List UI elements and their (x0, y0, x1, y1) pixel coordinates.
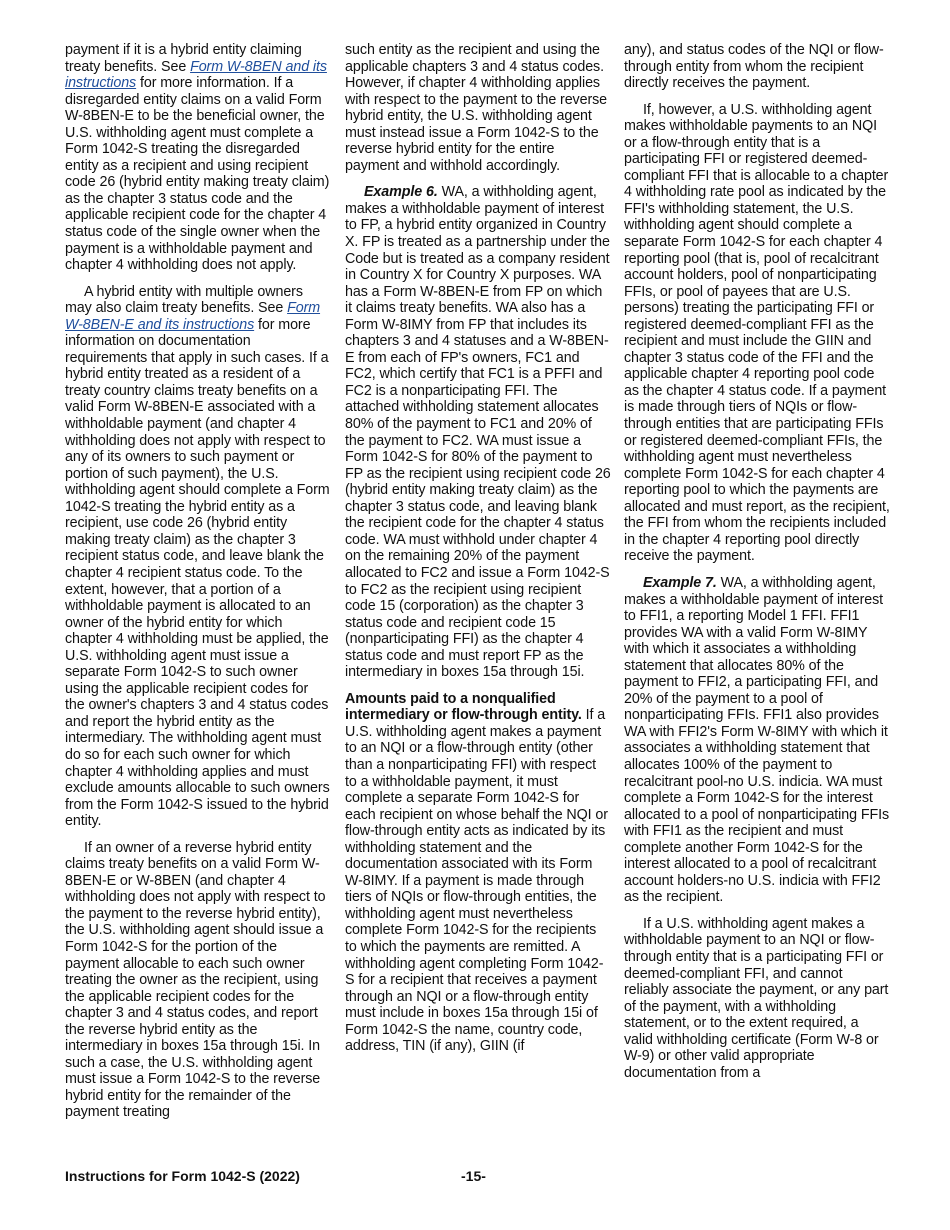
section-heading: Amounts paid to a nonqualified intermediary or flow-through entity. (345, 690, 582, 724)
text: for more information. If a disregarded entity claims on a valid Form W-8BEN-E to be the beneficial owner, the U.S. withholding agent must complete a Form 1042-S treating the disregarded entity as a recipient and using recipient code 26 (hybrid entity making treaty claim) as the chapter 3 status code and the applicable recipient code for the chapter 4 status code of the single owner when the payment is a withholdable payment and chapter 4 withholding does not apply. (65, 75, 330, 274)
paragraph: If, however, a U.S. withholding agent makes withholdable payments to an NQI or a flow-through entity that is a participating FFI or registered deemed-compliant FFI that is allocable to a chapter 4 withholding rate pool as indicated by the FFI's withholding statement, the U.S. withholding agent should complete a separate Form 1042-S for each chapter 4 reporting pool (that is, pool of recalcitrant account holders, pool of nonparticipating FFIs, or pool of payees that are U.S. persons) treating the participating FFI or registered deemed-compliant FFI as the recipient and must include the GIIN and chapter 3 status code of the FFI and the applicable chapter 4 reporting pool code as the chapter 4 status code. If a payment is made through tiers of NQIs or flow-through entities that are participating FFIs or registered deemed-compliant FFIs, the withholding agent must nevertheless complete Form 1042-S for each chapter 4 reporting pool to which the payments are allocated and must report, as the recipient, the FFI from whom the recipients included in the chapter 4 reporting pool directly receive the payment. (624, 101, 890, 565)
paragraph (65, 284, 331, 830)
example-7 (624, 575, 890, 906)
example-label: Example 6. (364, 184, 438, 201)
form-w8ben-e-link[interactable]: Form W-8BEN-E and its instructions (65, 300, 321, 333)
paragraph: If an owner of a reverse hybrid entity claims treaty benefits on a valid Form W-8BEN-E or W-8BEN (and chapter 4 withholding does not apply with respect to the payment to the reverse hybrid entity), the U.S. withholding agent should issue a Form 1042-S for the portion of the payment allocable to each such owner treating the owner as the recipient, using the applicable recipient codes for the chapter 3 and 4 status codes, and report the reverse hybrid entity as the intermediary in boxes 15a through 15i. In such a case, the U.S. withholding agent must issue a Form 1042-S to the reverse hybrid entity for the remainder of the payment treating (65, 839, 326, 1121)
column-3 (624, 42, 890, 1091)
form-w8ben-link[interactable]: Form W-8BEN and its instructions (65, 58, 327, 92)
column-2 (345, 42, 611, 1065)
text: WA, a withholding agent, makes a withholdable payment of interest to FFI1, a reporting Model 1 FFI. FFI1 provides WA with a valid Form W-8IMY with which it associates a withholding statement that allocates 80% of the payment to FFI2, a participating FFI, and 20% of the payment to a pool of nonparticipating FFIs. FFI1 also provides WA with FFI2's Form W-8IMY with which it associates a withholding statement that allocates 100% of the payment to recalcitrant pool-no U.S. indicia. WA must complete a Form 1042-S for the interest allocated to a pool of nonparticipating FFIs with FFI1 as the recipient and must complete another Form 1042-S for the interest allocated to a pool of recalcitrant account holders-no U.S. indicia with FFI2 as the recipient. (624, 574, 890, 906)
text: A hybrid entity with multiple owners may also claim treaty benefits. See (65, 283, 303, 317)
section-nqi (345, 691, 611, 1055)
paragraph (65, 42, 331, 274)
text: payment if it is a hybrid entity claiming treaty benefits. See (65, 42, 302, 75)
paragraph: any), and status codes of the NQI or flow-through entity from whom the recipient directly receives the payment. (624, 42, 884, 92)
page-number: -15- (461, 1168, 486, 1184)
text: If a U.S. withholding agent makes a payment to an NQI or a flow-through entity (other than a nonparticipating FFI) with respect to a withholdable payment, it must complete a separate Form 1042-S for each recipient on whose behalf the NQI or flow-through entity acts as indicated by its withholding statement and the documentation associated with its Form W-8IMY. If a payment is made through tiers of NQIs or flow-through entities, the withholding agent must nevertheless complete Form 1042-S for the recipients to which the payments are remitted. A withholding agent completing Form 1042-S for a recipient that receives a payment through an NQI or a flow-through entity must include in boxes 15a through 15i of Form 1042-S the name, country code, address, TIN (if any), GIIN (if (345, 707, 608, 1055)
text: WA, a withholding agent, makes a withholdable payment of interest to FP, a hybrid entity organized in Country X. FP is treated as a partnership under the Code but is treated as a company resident in Country X for Country X purposes. WA has a Form W-8BEN-E from FP on which it claims treaty benefits. WA also has a Form W-8IMY from FP that includes its chapters 3 and 4 statuses and a W-8BEN-E from each of FP's owners, FC1 and FC2, which certify that FC1 is a PFFI and FC2 is a nonparticipating FFI. The attached withholding statement allocates 80% of the payment to FC1 and 20% of the payment to FC2. WA must issue a Form 1042-S for 80% of the payment to FP as the recipient using recipient code 26 (hybrid entity making treaty claim) as the chapter 3 status code, and leaving blank the recipient code for the chapter 4 status code. WA must withhold under chapter 4 on the remaining 20% of the payment allocated to FC2 and issue a Form 1042-S to FC2 as the recipient using recipient code 15 (corporation) as the chapter 3 status code and recipient code 15 (nonparticipating FFI) as the chapter 4 status code and must report FP as the intermediary in boxes 15a through 15i. (345, 184, 611, 681)
paragraph: If a U.S. withholding agent makes a withholdable payment to an NQI or flow-through entity that is a participating FFI or deemed-compliant FFI, and cannot reliably associate the payment, or any part of the payment, with a withholding statement, or to the extent required, a valid withholding certificate (Form W-8 or W-9) or other valid appropriate documentation from a (624, 915, 889, 1081)
column-1 (65, 42, 331, 1131)
example-label: Example 7. (643, 574, 717, 591)
text: for more information on documentation requirements that apply in such cases. If a hybrid entity treated as a resident of a treaty country claims treaty benefits on a valid Form W-8BEN-E associated with a withholdable payment (and chapter 4 withholding does not apply with respect to any of its owners to such payment or portion of such payment), the U.S. withholding agent should complete a Form 1042-S treating the hybrid entity as a recipient, use code 26 (hybrid entity making treaty claim) as the chapter 3 recipient status code, and leave blank the chapter 4 recipient status code. To the extent, however, that a portion of a withholdable payment is allocated to an owner of the hybrid entity for which chapter 4 withholding must be applied, the U.S. withholding agent must issue a separate Form 1042-S to such owner using the applicable recipient codes for the owner's chapters 3 and 4 status codes and report the hybrid entity as the intermediary. The withholding agent must do so for each such owner for which chapter 4 withholding applies and must exclude amounts allocable to such owners from the Form 1042-S issued to the hybrid entity. (65, 316, 330, 830)
footer-title: Instructions for Form 1042-S (2022) (65, 1168, 300, 1184)
example-6 (345, 184, 611, 680)
paragraph: such entity as the recipient and using the applicable chapters 3 and 4 status codes. However, if chapter 4 withholding applies with respect to the payment to the reverse hybrid entity, the U.S. withholding agent must instead issue a Form 1042-S to the reverse hybrid entity for the entire payment and withhold accordingly. (345, 42, 608, 174)
